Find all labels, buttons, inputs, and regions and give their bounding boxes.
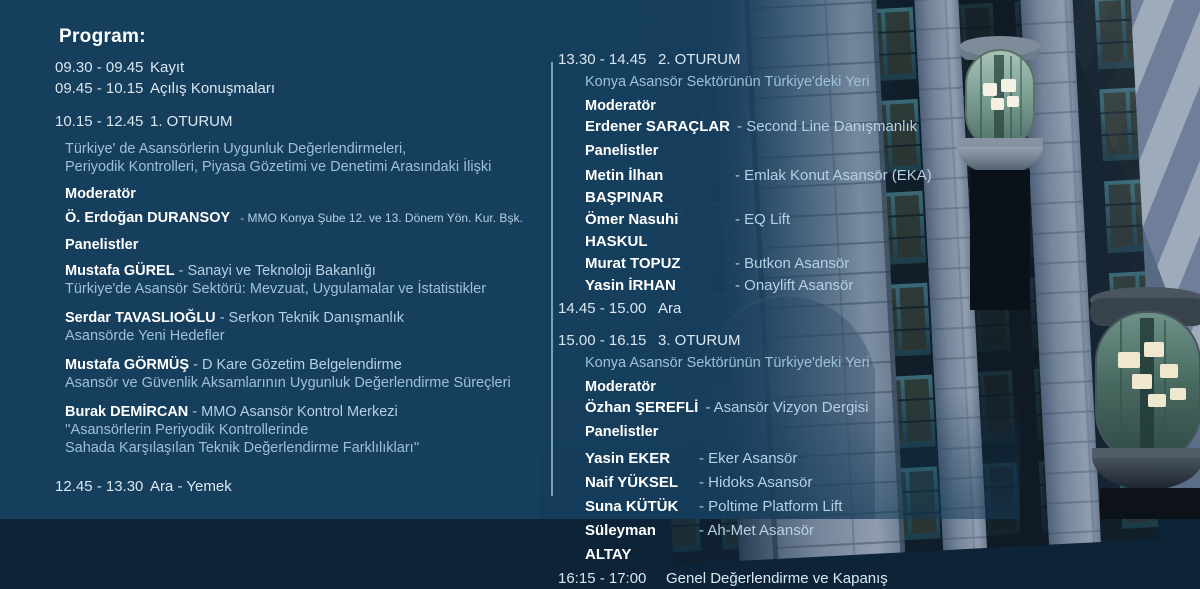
schedule-row-session3 (558, 331, 1048, 351)
panelist-item (65, 309, 555, 345)
moderator-organization: - Asansör Vizyon Dergisi (705, 399, 869, 416)
schedule-row-registration (55, 57, 555, 78)
panelist-organization: - Onaylift Asansör (735, 277, 854, 294)
session2-panelists-heading: Panelistler (585, 143, 659, 159)
panelist-name: Metin İlhan BAŞPINAR (585, 167, 664, 206)
panelist-name: Mustafa GÜREL (65, 263, 175, 279)
panelist-item (65, 356, 555, 392)
panelist-name: Serdar TAVASLIOĞLU (65, 310, 216, 326)
panelist-name: Burak DEMİRCAN (65, 404, 189, 420)
time-range: 09.30 - 09.45 (55, 59, 144, 76)
panelist-row (585, 471, 1048, 495)
panelist-organization: - Hidoks Asansör (699, 474, 813, 491)
session1-description-line1: Türkiye' de Asansörlerin Uygunluk Değerlendirmeleri, (65, 141, 407, 157)
session-label: 1. OTURUM (150, 113, 233, 130)
session2-moderator-heading: Moderatör (585, 98, 656, 114)
time-range: 10.15 - 12.45 (55, 113, 144, 130)
panelist-row (585, 519, 1048, 567)
session2-moderator (585, 116, 1048, 137)
panelist-organization: - Eker Asansör (699, 450, 798, 467)
session3-subtitle: Konya Asansör Sektörünün Türkiye'deki Yeri (585, 355, 870, 371)
panelist-name: Ömer Nasuhi HASKUL (585, 211, 679, 250)
panelist-organization: - MMO Asansör Kontrol Merkezi (192, 404, 398, 420)
session1-panelists-heading: Panelistler (65, 237, 139, 253)
session1-description-line2: Periyodik Kontrolleri, Piyasa Gözetimi ve Denetimi Arasındaki İlişki (65, 159, 492, 175)
session3-panelist-list (585, 447, 1048, 567)
event-label: Ara (658, 300, 682, 317)
panelist-organization: - Ah-Met Asansör (699, 522, 815, 539)
panelist-organization: - Butkon Asansör (735, 255, 850, 272)
event-label: Ara - Yemek (150, 478, 232, 495)
page-title: Program: (59, 26, 146, 47)
schedule-row-closing (558, 569, 1048, 589)
event-label: Açılış Konuşmaları (150, 80, 276, 97)
event-label: Kayıt (150, 59, 185, 76)
panelist-name: Naif YÜKSEL (585, 474, 679, 491)
panelist-name: Mustafa GÖRMÜŞ (65, 357, 190, 373)
panelist-topic-line1: ''Asansörlerin Periyodik Kontrollerinde (65, 422, 309, 438)
schedule-row-break (558, 299, 1048, 319)
panelist-row (585, 275, 1048, 297)
panelist-organization: - EQ Lift (735, 211, 791, 228)
panelist-organization: - Poltime Platform Lift (699, 498, 843, 515)
session1-moderator (65, 209, 555, 227)
moderator-name: Ö. Erdoğan DURANSOY (65, 210, 231, 226)
session1-description (65, 140, 555, 176)
panelist-row (585, 253, 1048, 275)
panelist-row (585, 447, 1048, 471)
time-range: 09.45 - 10.15 (55, 80, 144, 97)
panelist-name: Yasin EKER (585, 450, 671, 467)
panelist-topic: Asansör ve Güvenlik Aksamlarının Uygunluk Değerlendirme Süreçleri (65, 375, 511, 391)
program-column-left (55, 26, 555, 497)
panelist-item (65, 262, 555, 298)
time-range: 12.45 - 13.30 (55, 478, 144, 495)
schedule-row-opening (55, 78, 555, 99)
session2-panelist-list (585, 165, 1048, 297)
time-range: 14.45 - 15.00 (558, 300, 647, 317)
panelist-organization: - Sanayi ve Teknoloji Bakanlığı (178, 263, 376, 279)
session-label: 3. OTURUM (658, 332, 741, 349)
time-range: 15.00 - 16.15 (558, 332, 647, 349)
schedule-row-lunch-break (55, 476, 555, 497)
session-label: 2. OTURUM (658, 51, 741, 68)
panelist-name: Suna KÜTÜK (585, 498, 679, 515)
event-label: Genel Değerlendirme ve Kapanış (666, 570, 888, 587)
session3-moderator (585, 397, 1048, 418)
session3-moderator-heading: Moderatör (585, 379, 656, 395)
panelist-name: Murat TOPUZ (585, 255, 681, 272)
panelist-row (585, 209, 1048, 253)
session2-subtitle: Konya Asansör Sektörünün Türkiye'deki Yeri (585, 74, 870, 90)
session1-moderator-heading: Moderatör (65, 186, 136, 202)
panelist-topic: Asansörde Yeni Hedefler (65, 328, 225, 344)
panelist-row (585, 165, 1048, 209)
panelist-topic: Türkiye'de Asansör Sektörü: Mevzuat, Uygulamalar ve İstatistikler (65, 281, 487, 297)
panelist-organization: - D Kare Gözetim Belgelendirme (193, 357, 402, 373)
panelist-name: Süleyman ALTAY (585, 522, 656, 563)
time-range: 16:15 - 17:00 (558, 570, 647, 587)
moderator-organization: - Second Line Danışmanlık (737, 118, 918, 135)
session3-panelists-heading: Panelistler (585, 424, 659, 440)
panelist-organization: - Emlak Konut Asansör (EKA) (735, 167, 932, 184)
moderator-name: Özhan ŞEREFLİ (585, 399, 699, 416)
panelist-organization: - Serkon Teknik Danışmanlık (219, 310, 404, 326)
schedule-row-session1 (55, 111, 555, 132)
time-range: 13.30 - 14.45 (558, 51, 647, 68)
panelist-name: Yasin İRHAN (585, 277, 676, 294)
program-column-right (558, 50, 1048, 589)
panelist-topic-line2: Sahada Karşılaşılan Teknik Değerlendirme Farklılıkları'' (65, 440, 420, 456)
moderator-name: Erdener SARAÇLAR (585, 118, 731, 135)
moderator-organization: - MMO Konya Şube 12. ve 13. Dönem Yön. Kur. Bşk. (240, 211, 523, 225)
panelist-item (65, 403, 555, 457)
schedule-row-session2 (558, 50, 1048, 70)
panelist-row (585, 495, 1048, 519)
